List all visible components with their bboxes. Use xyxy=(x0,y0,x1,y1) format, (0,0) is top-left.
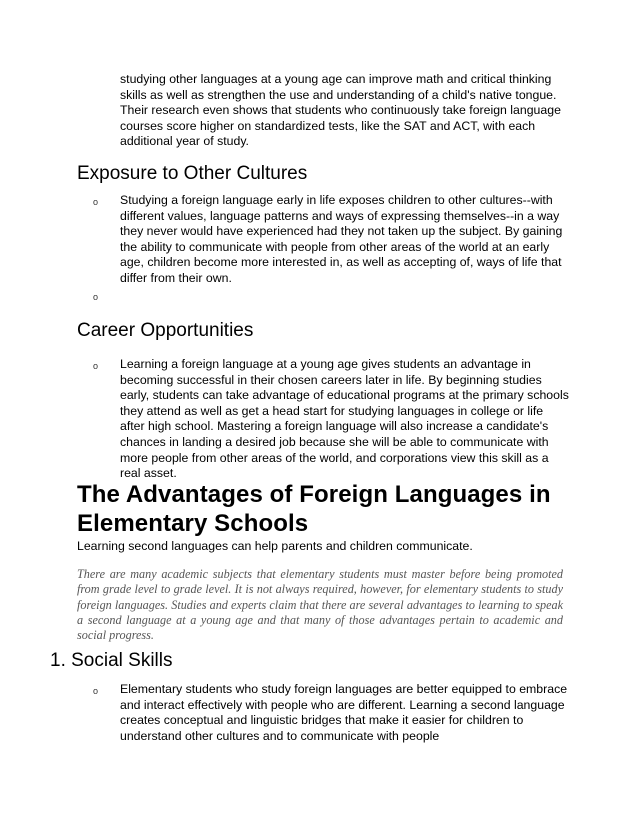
article-subtitle: Learning second languages can help parents and children communicate. xyxy=(77,539,473,553)
list-item-social-text: Elementary students who study foreign languages are better equipped to embrace and interact effectively with people who are different. Learning a second language creates conceptual and linguistic bridges that make it easier for children to understand other cultures and to communicate with people xyxy=(120,682,568,743)
bullet-icon: o xyxy=(93,197,99,207)
intro-continuation-text: studying other languages at a young age can improve math and critical thinking skills as well as strengthen the use and understanding of a child's native tongue. Their research even shows that students who continuously take foreign language courses score higher on standardized tests, like the SAT and ACT, with each additional year of study. xyxy=(120,72,561,149)
heading-career-opportunities: Career Opportunities xyxy=(77,320,254,341)
article-intro-paragraph: There are many academic subjects that elementary students must master before being promoted from grade level to grade level. It is not always required, however, for elementary students to study foreign languages. Studies and experts claim that there are several advantages to learning to speak a second language at a young age and that many of those advantages pertain to academic and social progress. xyxy=(77,567,563,643)
bullet-icon: o xyxy=(93,292,99,302)
bullet-icon: o xyxy=(93,361,99,371)
heading-social-skills: 1. Social Skills xyxy=(50,650,173,671)
list-item-career-text: Learning a foreign language at a young age gives students an advantage in becoming successful in their chosen careers later in life. By beginning studies early, students can take advantage of educational programs at the primary schools they attend as well as get a head start for studying languages in college or life after high school. Mastering a foreign language will also increase a candidate's chances in landing a desired job because she will be able to communicate with more people from other areas of the world, and corporations view this skill as a real asset. xyxy=(120,357,569,481)
heading-exposure-to-other-cultures: Exposure to Other Cultures xyxy=(77,163,308,184)
article-title: The Advantages of Foreign Languages in Elementary Schools xyxy=(77,481,551,537)
list-item-exposure-text: Studying a foreign language early in life exposes children to other cultures--with different values, language patterns and ways of expressing themselves--in a way they never would have experienced had they not taken up the subject. By gaining the ability to communicate with people from other areas of the world at an early age, children become more interested in, as well as accepting of, ways of life that differ from their own. xyxy=(120,193,563,285)
bullet-icon: o xyxy=(93,686,99,696)
